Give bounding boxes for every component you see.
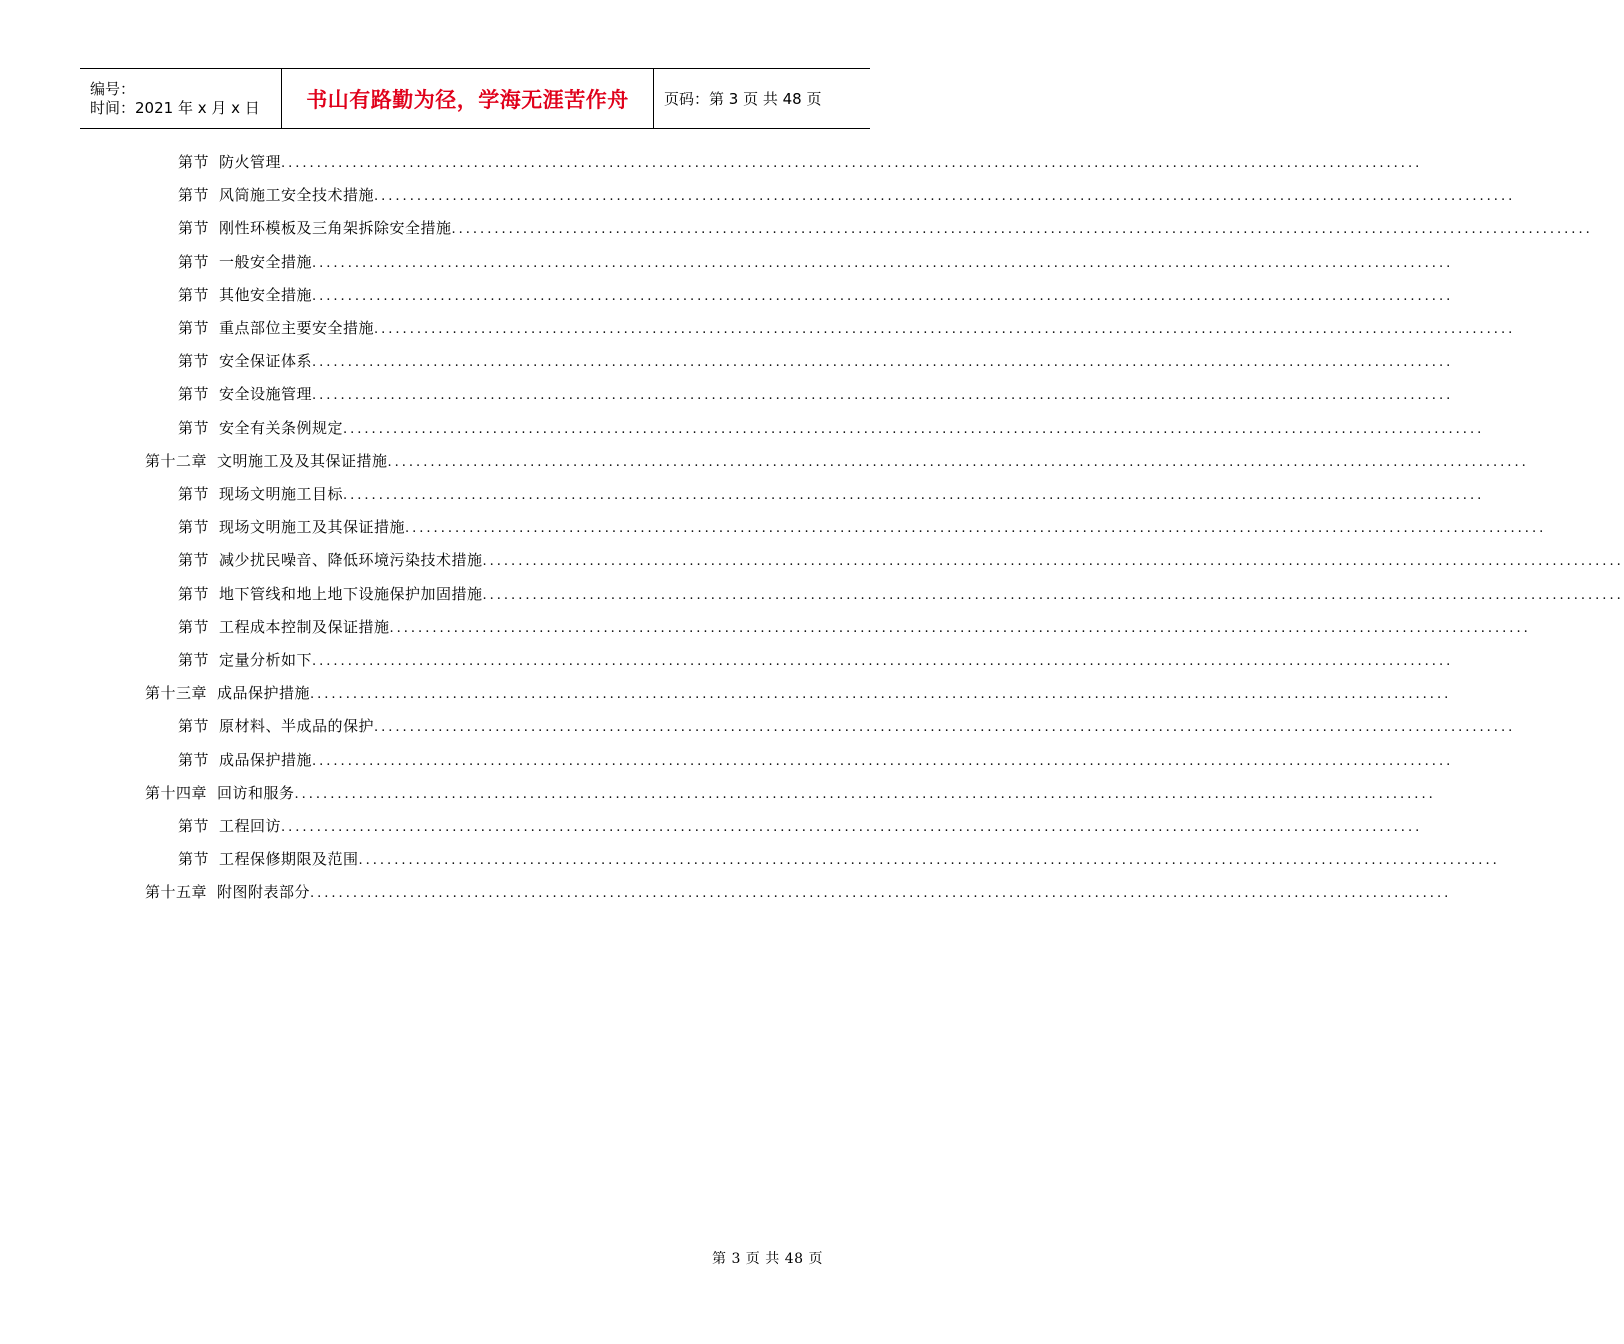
toc-entry-label: 第十五章 — [145, 883, 208, 902]
toc-entry-title: 现场文明施工及其保证措施 — [219, 518, 406, 537]
toc-section-entry[interactable] — [178, 184, 1516, 206]
toc-entry-label: 第节 — [178, 352, 210, 371]
toc-entry-label: 第节 — [178, 817, 210, 835]
toc-section-entry[interactable] — [178, 217, 1593, 239]
toc-section-entry[interactable] — [178, 350, 1454, 372]
toc-entry-label: 第节 — [178, 285, 210, 304]
toc-entry-label: 第节 — [178, 252, 210, 271]
toc-leader-dots: ................................................................................................................................................................ — [312, 288, 1454, 304]
toc-entry-title: 定量分析如下 — [219, 651, 313, 669]
toc-entry-title: 工程回访 — [219, 817, 282, 835]
toc-entry-label: 第节 — [178, 219, 210, 238]
toc-entry-title: 安全保证体系 — [219, 352, 313, 371]
toc-leader-dots: ................................................................................................................................................................ — [312, 255, 1454, 271]
toc-chapter-entry[interactable] — [145, 682, 1452, 704]
toc-entry-title: 成品保护措施 — [219, 750, 313, 769]
toc-section-entry[interactable] — [178, 583, 1624, 605]
header-motto: 书山有路勤为径，学海无涯苦作舟 — [282, 69, 654, 128]
header-page-info: 页码：第 3 页 共 48 页 — [664, 90, 822, 108]
toc-leader-dots: ................................................................................................................................................................ — [294, 786, 1436, 802]
toc-leader-dots: ................................................................................................................................................................ — [312, 355, 1454, 371]
toc-section-entry[interactable] — [178, 483, 1485, 505]
toc-entry-title: 附图附表部分 — [217, 883, 311, 902]
page-footer: 第 3 页 共 48 页 — [712, 1251, 823, 1267]
toc-entry-label: 第十四章 — [145, 783, 208, 802]
toc-entry-label: 第十三章 — [145, 684, 208, 703]
toc-leader-dots: ................................................................................................................................................................ — [374, 189, 1516, 205]
toc-leader-dots: ................................................................................................................................................................ — [310, 687, 1452, 703]
toc-leader-dots: ................................................................................................................................................................ — [358, 853, 1500, 869]
toc-leader-dots: ................................................................................................................................................................ — [310, 886, 1452, 902]
toc-chapter-entry[interactable] — [145, 782, 1436, 804]
toc-leader-dots: ................................................................................................................................................................ — [281, 820, 1423, 835]
toc-entry-title: 成品保护措施 — [217, 684, 311, 703]
toc-entry-label: 第节 — [178, 485, 210, 503]
toc-leader-dots: ................................................................................................................................................................ — [451, 222, 1593, 238]
toc-entry-label: 第十二章 — [145, 451, 208, 470]
toc-entry-title: 安全有关条例规定 — [219, 418, 344, 437]
toc-leader-dots: ................................................................................................................................................................ — [405, 521, 1547, 537]
toc-entry-title: 减少扰民噪音、降低环境污染技术措施 — [219, 551, 483, 570]
toc-entry-title: 刚性环模板及三角架拆除安全措施 — [219, 219, 452, 238]
toc-leader-dots: ................................................................................................................................................................ — [374, 322, 1516, 337]
toc-section-entry[interactable] — [178, 749, 1454, 771]
toc-entry-title: 一般安全措施 — [219, 252, 313, 271]
toc-entry-label: 第节 — [178, 551, 210, 570]
toc-section-entry[interactable] — [178, 417, 1485, 439]
toc-entry-title: 文明施工及及其保证措施 — [217, 451, 388, 470]
toc-entry-title: 风筒施工安全技术措施 — [219, 186, 375, 205]
toc-leader-dots: ................................................................................................................................................................ — [387, 454, 1529, 470]
toc-section-entry[interactable] — [178, 284, 1454, 306]
header-meta — [80, 69, 282, 128]
toc-section-entry[interactable] — [178, 151, 1423, 173]
toc-entry-label: 第节 — [178, 186, 210, 205]
toc-entry-label: 第节 — [178, 153, 210, 171]
toc-entry-label: 第节 — [178, 850, 210, 869]
toc-leader-dots: ................................................................................................................................................................ — [343, 488, 1485, 503]
toc-entry-title: 工程保修期限及范围 — [219, 850, 359, 869]
toc-leader-dots: ................................................................................................................................................................ — [312, 753, 1454, 769]
toc-entry-title: 安全设施管理 — [219, 385, 313, 404]
toc-section-entry[interactable] — [178, 251, 1454, 273]
toc-leader-dots: ................................................................................................................................................................ — [482, 554, 1624, 570]
toc-entry-label: 第节 — [178, 319, 210, 337]
document-date: 时间：2021 年 x 月 x 日 — [90, 98, 260, 117]
toc-entry-title: 地下管线和地上地下设施保护加固措施 — [219, 584, 483, 603]
toc-chapter-entry[interactable] — [145, 881, 1452, 903]
toc-section-entry[interactable] — [178, 649, 1454, 671]
toc-entry-title: 工程成本控制及保证措施 — [219, 617, 390, 636]
toc-entry-label: 第节 — [178, 750, 210, 769]
toc-leader-dots: ................................................................................................................................................................ — [343, 421, 1485, 437]
toc-entry-title: 回访和服务 — [217, 783, 295, 802]
toc-section-entry[interactable] — [178, 516, 1547, 538]
toc-entry-label: 第节 — [178, 717, 210, 736]
toc-leader-dots: ................................................................................................................................................................ — [389, 620, 1531, 636]
toc-section-entry[interactable] — [178, 317, 1516, 339]
toc-entry-label: 第节 — [178, 651, 210, 669]
toc-section-entry[interactable] — [178, 616, 1531, 638]
toc-leader-dots: ................................................................................................................................................................ — [281, 156, 1423, 171]
toc-entry-title: 原材料、半成品的保护 — [219, 717, 375, 736]
toc-entry-label: 第节 — [178, 617, 210, 636]
toc-entry-label: 第节 — [178, 518, 210, 537]
toc-entry-label: 第节 — [178, 584, 210, 603]
toc-leader-dots: ................................................................................................................................................................ — [482, 587, 1624, 603]
toc-section-entry[interactable] — [178, 815, 1423, 837]
toc-chapter-entry[interactable] — [145, 450, 1529, 472]
toc-section-entry[interactable] — [178, 715, 1516, 737]
toc-section-entry[interactable] — [178, 549, 1624, 571]
toc-entry-label: 第节 — [178, 418, 210, 437]
toc-section-entry[interactable] — [178, 383, 1454, 405]
document-number-label: 编号： — [90, 79, 136, 98]
toc-leader-dots: ................................................................................................................................................................ — [312, 388, 1454, 404]
toc-leader-dots: ................................................................................................................................................................ — [374, 720, 1516, 736]
toc-entry-title: 其他安全措施 — [219, 285, 313, 304]
toc-entry-title: 重点部位主要安全措施 — [219, 319, 375, 337]
toc-entry-title: 防火管理 — [219, 153, 282, 171]
toc-entry-title: 现场文明施工目标 — [219, 485, 344, 503]
toc-section-entry[interactable] — [178, 848, 1500, 870]
page-header — [80, 68, 870, 129]
toc-entry-label: 第节 — [178, 385, 210, 404]
toc-leader-dots: ................................................................................................................................................................ — [312, 654, 1454, 669]
